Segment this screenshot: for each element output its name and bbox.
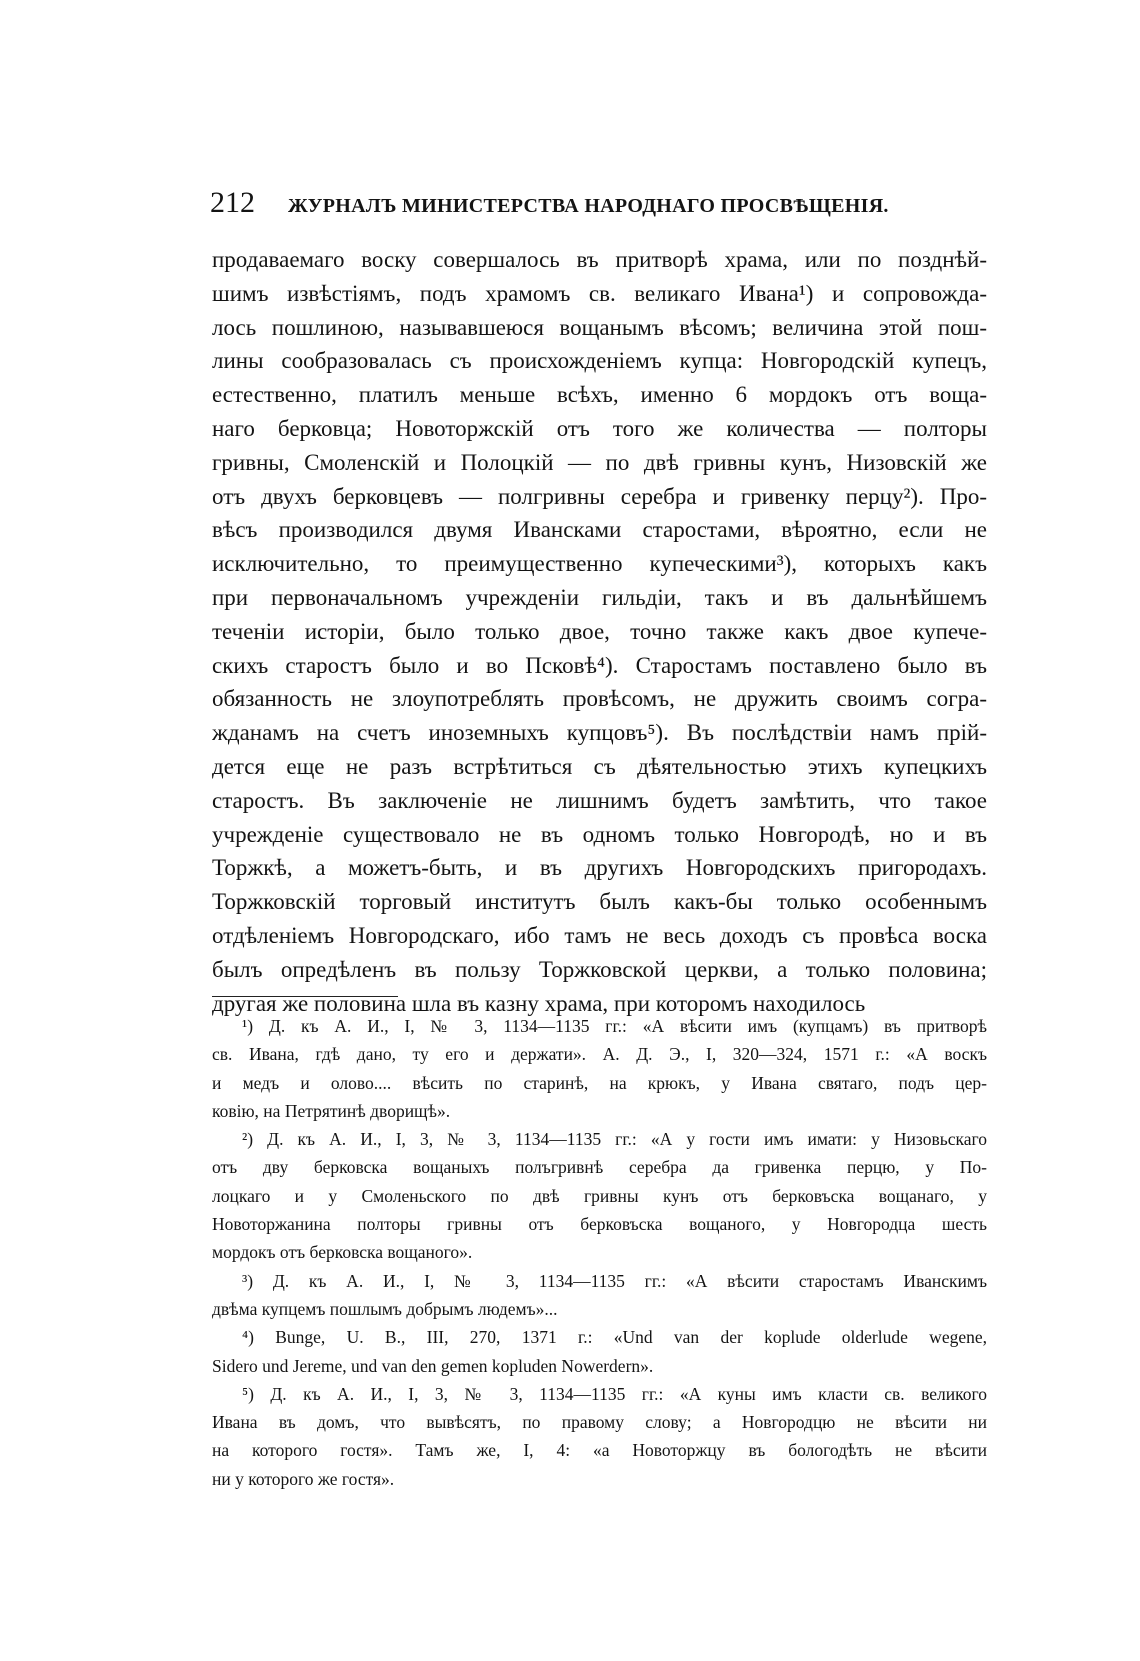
- body-line: лины сообразовалась съ происхожденіемъ купца: Новгородскій купецъ,: [212, 348, 987, 374]
- page-number: 212: [210, 186, 255, 219]
- footnote-line: двѣма купцемъ пошлымъ добрымъ людемъ»...: [212, 1298, 558, 1319]
- footnote-line: ни у которого же гостя».: [212, 1468, 395, 1489]
- footnote-line: отъ дву берковска вощаныхъ полъгривнѣ серебра да гривенка перцю, у По-: [212, 1157, 987, 1178]
- running-title: ЖУРНАЛЪ МИНИСТЕРСТВА НАРОДНАГО ПРОСВѢЩЕНІЯ.: [288, 195, 889, 217]
- body-line: продаваемаго воску совершалось въ притворѣ храма, или по позднѣй-: [212, 247, 987, 272]
- footnote-line: св. Ивана, гдѣ дано, ту его и держати». А. Д. Э., I, 320—324, 1571 г.: «А воскъ: [212, 1044, 987, 1065]
- footnotes: [212, 1012, 987, 1493]
- body-line: шимъ извѣстіямъ, подъ храмомъ св. великаго Ивана¹) и сопровожда-: [212, 280, 987, 306]
- footnote-5: [212, 1380, 987, 1493]
- footnote-line: ³) Д. къ А. И., I, № 3, 1134—1135 гг.: «А вѣсити старостамъ Иванскимъ: [242, 1270, 987, 1291]
- footnote-2: [212, 1125, 987, 1266]
- footnote-line: лоцкаго и у Смоленьского по двѣ гривны кунъ отъ берковъска вощанаго, у: [212, 1185, 987, 1206]
- footnote-line: ¹) Д. къ А. И., I, № 3, 1134—1135 гг.: «А вѣсити имъ (купцамъ) въ притворѣ: [242, 1016, 987, 1036]
- body-line: естественно, платилъ меньше всѣхъ, именно 6 мордокъ отъ воща-: [212, 382, 987, 408]
- footnote-3: [212, 1267, 987, 1324]
- footnote-line: ²) Д. къ А. И., I, 3, № 3, 1134—1135 гг.: «А у гости имъ имати: у Низовьскаго: [242, 1129, 987, 1150]
- footnote-line: ⁴) Bunge, U. B., III, 270, 1371 г.: «Und van der koplude olderlude wegene,: [242, 1327, 987, 1348]
- body-line: гривны, Смоленскій и Полоцкій — по двѣ гривны кунъ, Низовскій же: [212, 449, 987, 475]
- body-line: скихъ старостъ было и во Псковѣ⁴). Старостамъ поставлено было въ: [212, 652, 987, 678]
- body-line: дется еще не разъ встрѣтиться съ дѣятельностью этихъ купецкихъ: [212, 753, 987, 779]
- footnote-line: и медъ и олово.... вѣсить по старинѣ, на крюкъ, у Ивана святаго, подъ цер-: [212, 1072, 987, 1093]
- footnote-4: [212, 1323, 987, 1380]
- body-line: исключительно, то преимущественно купеческими³), которыхъ какъ: [212, 551, 987, 577]
- body-line: лось пошлиною, называвшеюся вощанымъ вѣсомъ; величина этой пош-: [212, 314, 987, 340]
- page-header: [210, 186, 910, 220]
- body-line: Торжковскій торговый институтъ былъ какъ-бы только особеннымъ: [212, 889, 987, 915]
- body-line: вѣсъ производился двумя Ивансками старостами, вѣроятно, если не: [212, 517, 987, 543]
- body-line: учрежденіе существовало не въ одномъ только Новгородѣ, но и въ: [212, 821, 987, 847]
- footnote-line: ковію, на Петрятинѣ дворищѣ».: [212, 1100, 451, 1121]
- body-line: наго берковца; Новоторжскій отъ того же количества — полторы: [212, 415, 987, 441]
- footnote-line: Новоторжанина полторы гривны отъ берковъска вощаного, у Новгородца шесть: [212, 1214, 987, 1235]
- body-line: теченіи исторіи, было только двое, точно также какъ двое купече-: [212, 618, 987, 644]
- footnote-line: Sidero und Jereme, und van den gemen kopluden Nowerdern».: [212, 1355, 654, 1376]
- body-line: отдѣленіемъ Новгородскаго, ибо тамъ не весь доходъ съ провѣса воска: [212, 922, 987, 948]
- body-line: обязанность не злоупотреблять провѣсомъ, не дружить своимъ согра-: [212, 686, 987, 712]
- body-line: отъ двухъ берковцевъ — полгривны серебра и гривенку перцу²). Про-: [212, 483, 987, 509]
- footnote-1: [212, 1012, 987, 1125]
- body-line: былъ опредѣленъ въ пользу Торжковской церкви, а только половина;: [212, 956, 987, 982]
- body-line: другая же половина шла въ казну храма, при которомъ находилось: [212, 990, 866, 1016]
- body-line: при первоначальномъ учрежденіи гильдіи, такъ и въ дальнѣйшемъ: [212, 584, 987, 610]
- footnote-line: на которого гостя». Тамъ же, I, 4: «а Новоторжцу въ бологодѣть не вѣсити: [212, 1440, 987, 1461]
- body-line: Торжкѣ, а можетъ-быть, и въ другихъ Новгородскихъ пригородахъ.: [212, 855, 987, 881]
- body-line: старостъ. Въ заключеніе не лишнимъ будетъ замѣтить, что такое: [212, 787, 987, 813]
- footnote-line: Ивана въ домъ, что вывѣсятъ, по правому слову; а Новгородцю не вѣсити ни: [212, 1412, 987, 1433]
- footnote-separator: [212, 996, 398, 997]
- footnote-line: ⁵) Д. къ А. И., I, 3, № 3, 1134—1135 гг.: «А куны имъ класти св. великого: [242, 1383, 987, 1404]
- body-line: жданамъ на счетъ иноземныхъ купцовъ⁵). Въ послѣдствіи намъ прій-: [212, 720, 987, 746]
- body-text: [212, 243, 987, 1020]
- footnote-line: мордокъ отъ берковска вощаного».: [212, 1242, 473, 1263]
